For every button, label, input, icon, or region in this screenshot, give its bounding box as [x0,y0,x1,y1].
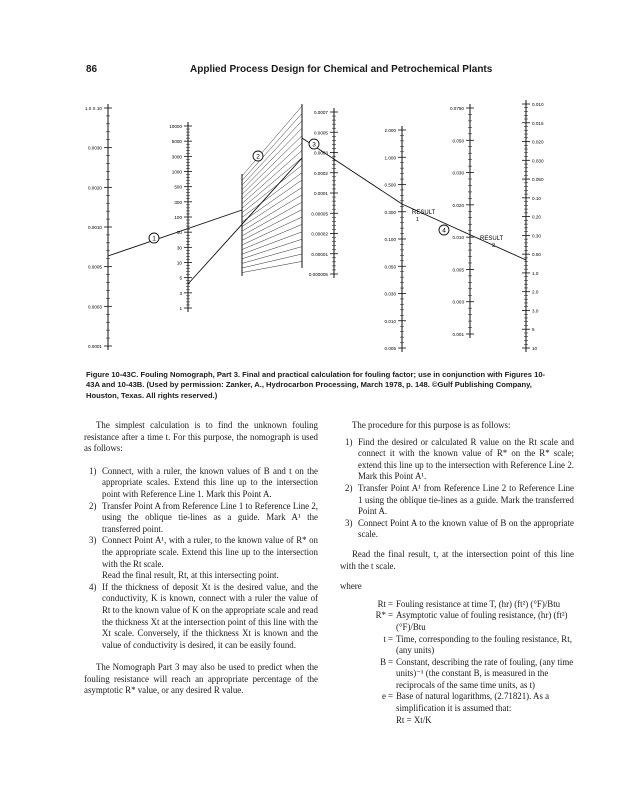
result-sub-1: 1 [416,217,420,223]
scale-tick-label: 10000 [169,124,182,129]
scale-tick-label: 0.50 [532,252,541,258]
point-label-3: 3 [312,141,316,149]
left-step: 1) Connect, with a ruler, the known values of B and t on the appropriate scales. Extend this line up to the intersection point with Reference Line 1. Mark this Point A. [89,465,318,499]
scale-tick-label: 0.0001 [313,191,328,196]
scale-tick-label: 0.0007 [313,110,328,115]
left-step: Read the final result, Rt, at this intersecting point. [102,570,279,581]
scale-tick-label: 0.0001 [87,344,102,349]
scale-tick-label: 500 [174,184,182,190]
left-step: 4) If the thickness of deposit Xt is the desired value, and the conductivity, K is known, connect with a ruler the value of Rt to the known value of K on the appropriate scale and read the thickness Xt at the intersection point of this line with the Xt scale. Conversely, if the thickness Xt is known and the value of conductivity is desired, it can be easily found. [89,581,318,650]
scale-tick-label: 1.000 [384,155,396,161]
left-step: 3) Connect Point A¹, with a ruler, to the known value of R* on the appropriate scale. Extend this line up to the intersection with the Rt scale. [89,535,318,569]
definition-item: Rt = Xt/K [396,714,432,725]
scale-b [85,104,112,350]
scale-tick-label: 0.0003 [313,150,328,156]
result-label-2: RESULT [480,236,504,242]
scale-tick-label: 0.005 [452,267,464,273]
scale-tick-label: 10 [176,260,182,266]
scale-r-star [309,108,338,278]
fouling-nomograph [84,98,556,360]
left-step: 2) Transfer Point A from Reference Line 1 to Reference Line 2, using the oblique tie-lines as a guide. Mark A¹ the transferred point. [89,500,318,534]
scale-tick-label: 2.0 [532,289,539,295]
scale-tick-label: 0.003 [452,299,464,305]
scale-tick-label: 0.100 [384,237,396,242]
right-step: 3) Connect Point A to the known value of B on the appropriate scale. [345,517,574,540]
scale-tick-label: 0.0750 [449,106,464,111]
scale-tick-label: 5 [179,275,182,281]
scale-tick-label: 100 [174,215,182,220]
page-number: 86 [86,64,98,75]
scale-tick-label: 0.030 [384,291,396,297]
left-steps [84,466,318,652]
caption-label: Figure 10-43C. [86,370,139,379]
scale-tick-label: 0.30 [532,233,541,239]
definitions [340,599,574,727]
scale-tick-label: 0.030 [452,170,464,176]
scale-tick-label: 0.00001 [311,251,328,257]
scale-tick-label: 0.050 [532,177,544,183]
result-sub-2: 2 [492,243,496,249]
scale-tick-label: 0.00005 [311,211,328,217]
left-intro: The simplest calculation is to find the unknown fouling resistance after a time t. For this purpose, the nomograph is used as follows: [84,420,318,454]
construction-line-2 [188,158,302,284]
page-header [86,64,556,78]
running-title: Applied Process Design for Chemical and Petrochemical Plants [190,64,493,75]
definition-item: B = Constant, describing the rate of fouling, (any time units)⁻¹ (the constant B, is measured in the reciprocals of the same time units, as t) [380,656,574,690]
scale-tick-label: 0.005 [384,346,396,351]
point-marker-2 [253,151,263,161]
scale-tick-label: 1 [179,306,182,311]
tie-line [242,180,302,222]
scale-tick-label: 0.0002 [313,170,328,176]
right-read: Read the final result, t, at the intersection point of this line with the t scale. [340,548,574,571]
scale-tick-label: 0.015 [532,120,544,126]
caption-text: Fouling Nomograph, Part 3. Final and practical calculation for fouling factor; use in conjunction with Figures 10-43A and 10-43B. (Used by permission: Zanker, A., Hydrocarbon Processing, March 1978, p. 148. ©Gulf Publishing Company, Houston, Texas. All rights reserved.) [86,370,546,400]
scale-tick-label: 3.0 [532,308,539,314]
right-step: 2) Transfer Point A¹ from Reference Line 2 to Reference Line 1 using the oblique tie-lines as a guide. Mark the transferred Point A. [345,482,574,517]
scale-tick-label: 0.500 [384,182,396,188]
where-label: where [340,581,362,592]
scale-tick-label: 0.010 [452,235,464,241]
scale-tick-label: 300 [174,199,182,205]
scale-xt [450,104,474,338]
scale-tick-label: 0.10 [532,195,541,201]
scale-tick-label: 1.0 [532,270,539,276]
point-marker-4 [439,225,449,235]
scale-tick-label: 0.001 [452,332,464,337]
scale-tick-label: 0.020 [452,202,464,208]
result-label-1: RESULT [412,210,436,216]
scale-tick-label: 10 [532,346,538,351]
scale-tick-label: 1000 [171,169,182,175]
left-column [84,420,318,697]
point-label-4: 4 [442,227,446,235]
scale-tick-label: 3 [179,290,182,296]
tie-line [242,165,302,213]
definition-item: R* = Asymptotic value of fouling resistance, (hr) (ft²) (°F)/Btu [375,610,568,632]
tie-line [242,195,302,231]
definition-item: t = Time, corresponding to the fouling resistance, Rt, (any units) [383,633,572,656]
scale-tick-label: 0.010 [384,318,396,324]
tie-line [242,136,302,195]
tie-line [242,261,302,272]
definition-item: Rt = Fouling resistance at time T, (hr) (ft²) (°F)/Btu [377,598,561,609]
point-marker-3 [309,139,319,149]
tie-line [242,128,302,190]
scale-tick-label: 0.030 [532,158,544,164]
scale-tick-label: 30 [176,245,182,251]
scale-tick-label: 0.00002 [311,231,328,237]
scale-tick-label: 5000 [171,139,182,145]
oblique-tie-lines [242,106,302,273]
scale-tick-label: 0.300 [384,209,396,215]
scale-tick-label: 0.20 [532,214,541,220]
point-label-2: 2 [256,153,260,161]
scale-tick-label: 0.050 [384,264,396,270]
tie-line [242,232,302,254]
right-step: 1) Find the desired or calculated R value on the Rt scale and connect it with the known value of R* on the R* scale; extend this line up to the intersection with Reference Line 2. Mark this Point A¹. [345,436,574,482]
scale-tick-label: 0.000005 [308,272,328,277]
scale-tick-label: 0.0005 [313,130,328,136]
scale-tick-label: 0.010 [532,102,544,107]
scale-tick-label: 50 [176,230,182,236]
scale-tick-label: 0.0020 [87,185,102,191]
scale-tick-label: 0.050 [452,138,464,144]
scale-tick-label: 0.0030 [87,145,102,151]
scale-tick-label: 0.0010 [87,225,102,230]
scale-rt [385,126,407,352]
definition-item: e = Base of natural logarithms, (2.71821). As a simplification it is assumed that: [382,691,550,714]
scale-tick-label: 0.020 [532,139,544,145]
tie-line [242,150,302,203]
point-marker-1 [149,233,159,243]
scale-tick-label: 5 [532,327,535,333]
tie-line [242,121,302,185]
right-steps [340,437,574,541]
scale-tick-label: 2.000 [384,128,396,133]
scale-k [522,100,544,352]
right-intro: The procedure for this purpose is as follows: [352,420,511,430]
point-label-1: 1 [152,235,156,243]
left-outro: The Nomograph Part 3 may also be used to predict when the fouling resistance will reach an appropriate percentage of the asymptotic R* value, or any desired R value. [84,662,318,696]
right-column [340,420,574,726]
tie-line [242,173,302,218]
scale-tick-label: 0.0003 [87,304,102,310]
tie-line [242,224,302,249]
scale-tick-label: 0.0005 [87,264,102,270]
tie-line [242,113,302,180]
figure-caption [86,370,556,401]
scale-tick-label: 1.0 X 10 [84,106,102,111]
scale-tick-label: 3000 [171,154,182,160]
